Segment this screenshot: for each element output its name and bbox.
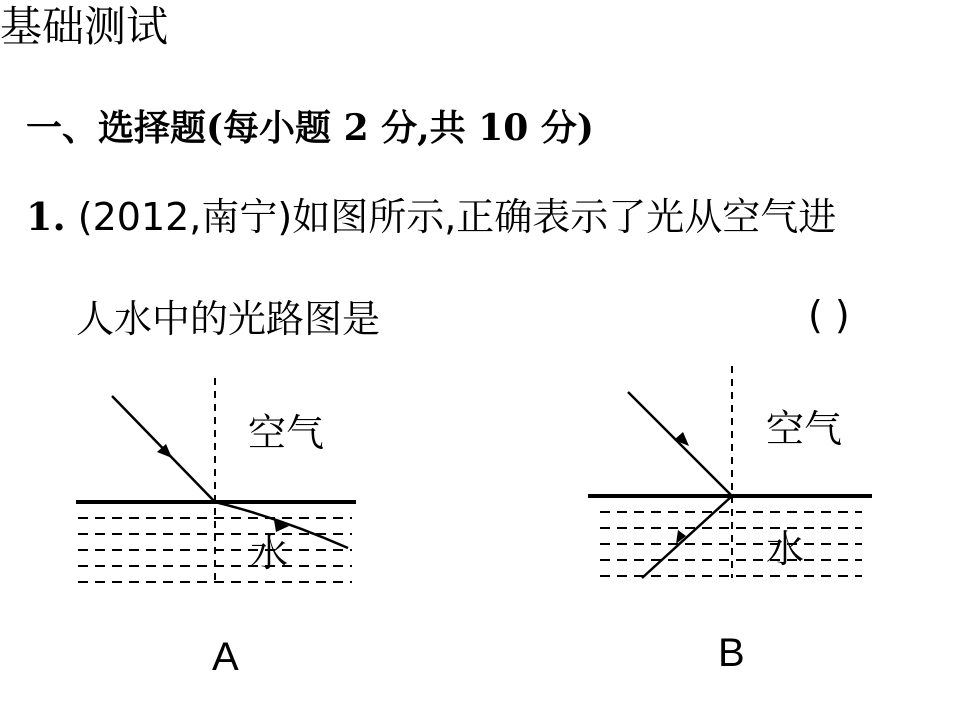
air-label: 空气 [766,407,843,451]
figure-a-diagram [60,370,370,690]
incident-ray [628,392,732,496]
question-line-1 [26,194,837,239]
question-number: 1. [26,194,66,239]
figure-caption: B [718,631,745,675]
refracted-ray [642,496,732,578]
question-text-line-1: (2012,南宁)如图所示,正确表示了光从空气进 [77,195,837,239]
page-title: 基础测试 [0,2,169,51]
answer-blank: ( ) [808,293,850,337]
section-heading: 一、选择题(每小题 2 分,共 10 分) [26,107,594,149]
question-text-line-2: 人水中的光路图是 [76,297,381,341]
figure-b-diagram [580,360,890,680]
figure-caption: A [212,635,239,679]
water-label: 水 [250,531,289,575]
air-label: 空气 [248,411,325,455]
water-label: 水 [766,527,805,571]
